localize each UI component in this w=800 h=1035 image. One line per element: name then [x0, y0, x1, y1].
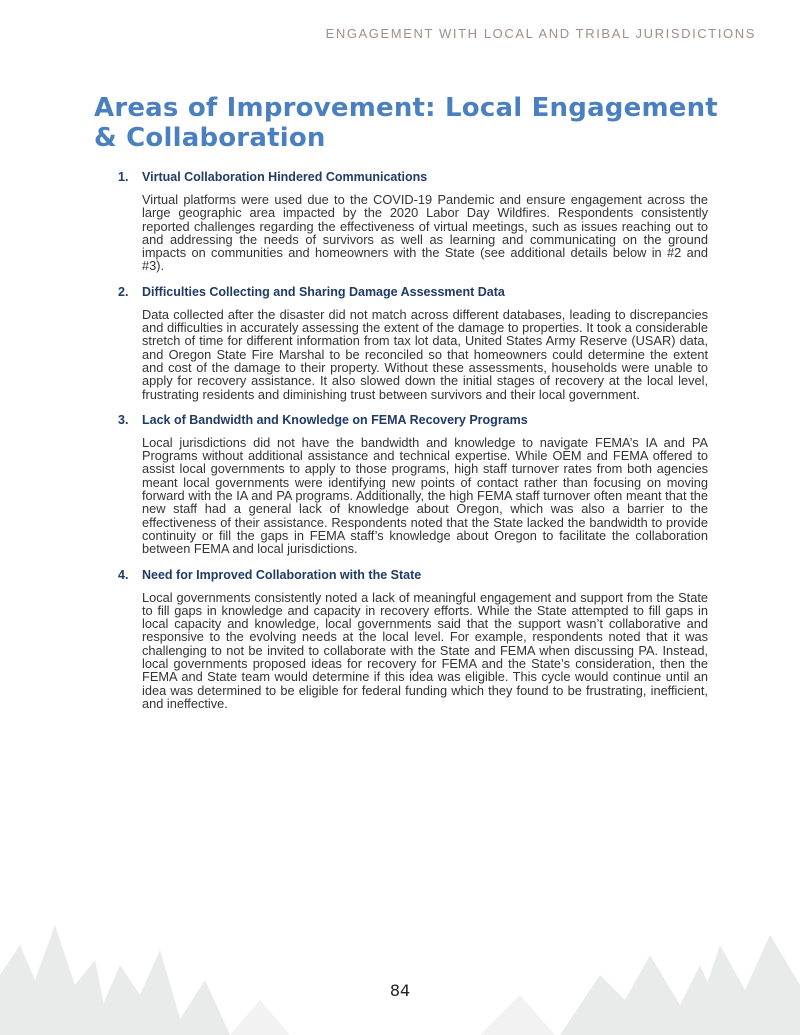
list-item-title: Difficulties Collecting and Sharing Damage Assessment Data [142, 284, 505, 299]
running-header: ENGAGEMENT WITH LOCAL AND TRIBAL JURISDICTIONS [325, 26, 756, 41]
list-item-heading [118, 285, 708, 299]
list-item [118, 285, 708, 401]
list-item-body: Virtual platforms were used due to the COVID-19 Pandemic and ensure engagement across the large geographic area impacted by the 2020 Labor Day Wildfires. Respondents consistently reported challenges regarding the effectiveness of virtual meetings, such as issues reaching out to and addressing the needs of survivors as well as learning and communicating on the ground impacts on communities and homeowners with the State (see additional details below in #2 and #3). [142, 192, 708, 274]
list-item-title: Lack of Bandwidth and Knowledge on FEMA Recovery Programs [142, 412, 528, 427]
list-item-body: Local jurisdictions did not have the bandwidth and knowledge to navigate FEMA’s IA and PA Programs without additional assistance and technical expertise. While OEM and FEMA offered to assist local governments to apply to those programs, high staff turnover rates from both agencies meant local governments were identifying new points of contact rather than focusing on moving forward with the IA and PA programs. Additionally, the high FEMA staff turnover often meant that the new staff had a general lack of knowledge about Oregon, which was also a barrier to the effectiveness of their assistance. Respondents noted that the State lacked the bandwidth to provide continuity or fill the gaps in FEMA staff’s knowledge about Oregon to facilitate the collaboration between FEMA and local jurisdictions. [142, 434, 708, 557]
list-item-number: 3. [118, 412, 129, 427]
list-item-heading [118, 568, 708, 582]
list-item [118, 413, 708, 556]
section-title: Areas of Improvement: Local Engagement & Collaboration [94, 93, 718, 153]
numbered-list [118, 170, 708, 722]
list-item-heading [118, 413, 708, 427]
forest-background-graphic [0, 905, 800, 1035]
list-item-title: Virtual Collaboration Hindered Communications [142, 170, 428, 184]
list-item-title: Need for Improved Collaboration with the State [142, 567, 422, 582]
page-number: 84 [389, 981, 411, 1000]
list-item-heading [118, 170, 708, 184]
list-item-body: Data collected after the disaster did not match across different databases, leading to discrepancies and difficulties in accurately assessing the extent of the damage to properties. It took a considerable stretch of time for different information from tax lot data, United States Army Reserve (USAR) data, and Oregon State Fire Marshal to be reconciled so that homeowners could determine the extent and cost of the damage to their property. Without these assessments, households were unable to apply for recovery assistance. It also slowed down the initial stages of recovery at the local level, frustrating residents and diminishing trust between survivors and their local government. [142, 306, 708, 402]
list-item [118, 568, 708, 711]
list-item-number: 1. [118, 170, 129, 184]
list-item-body: Local governments consistently noted a lack of meaningful engagement and support from the State to fill gaps in knowledge and capacity in recovery efforts. While the State attempted to fill gaps in local capacity and knowledge, local governments said that the support wasn’t collaborative and responsive to the evolving needs at the local level. For example, respondents noted that it was challenging to not be invited to collaborate with the State and FEMA when discussing PA. Instead, local governments proposed ideas for recovery for FEMA and the State’s consideration, then the FEMA and State team would determine if this idea was eligible. This cycle would continue until an idea was determined to be eligible for federal funding which they found to be frustrating, inefficient, and ineffective. [142, 589, 708, 711]
list-item-number: 4. [118, 567, 129, 582]
list-item [118, 170, 708, 273]
list-item-number: 2. [118, 284, 129, 299]
